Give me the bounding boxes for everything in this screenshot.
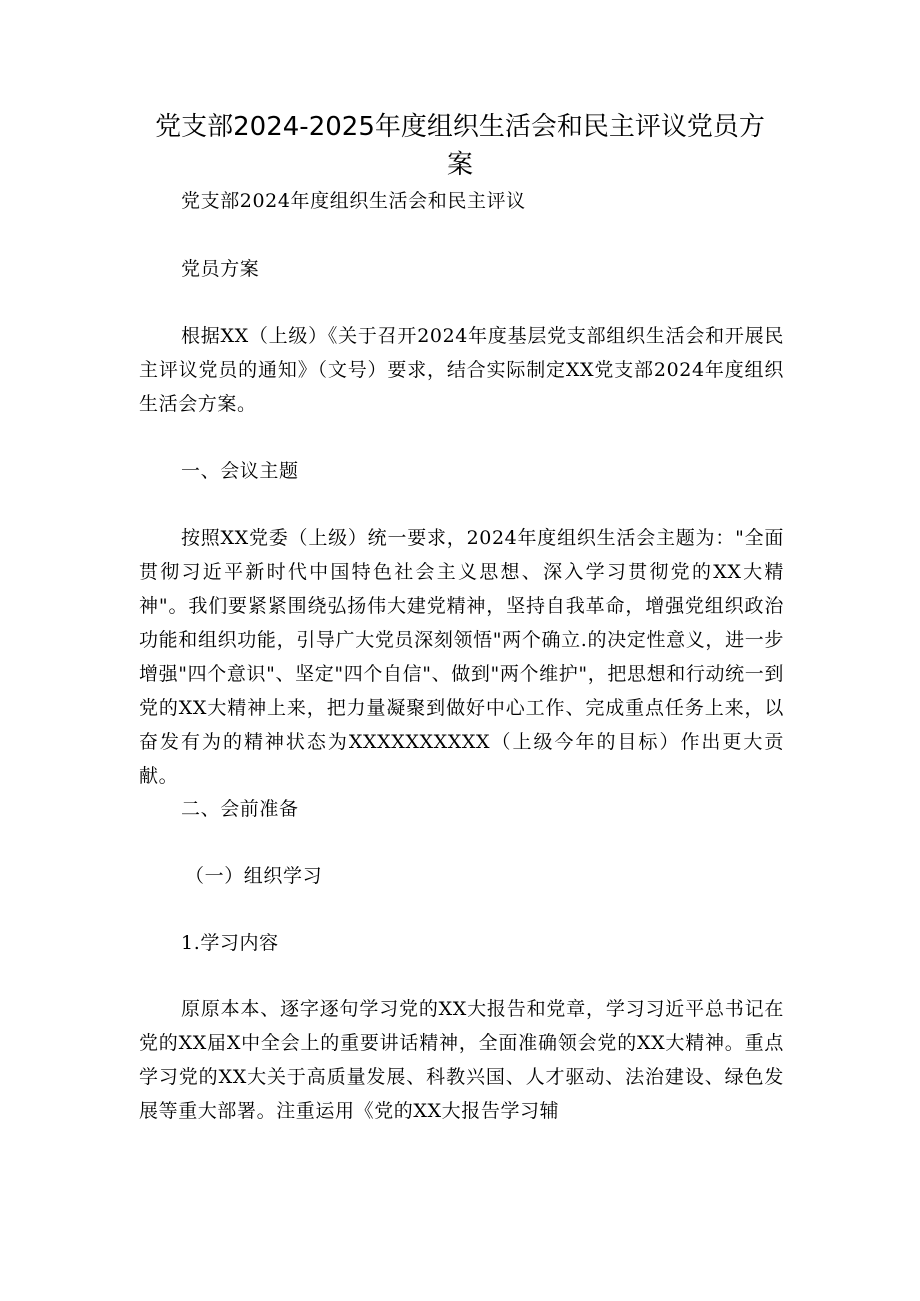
study-content-paragraph: 原原本本、逐字逐句学习党的XX大报告和党章，学习习近平总书记在党的XX届X中全会上的重要讲话精神，全面准确领会党的XX大精神。重点学习党的XX大关于高质量发展、科教兴国、人才驱动、法治建设、绿色发展等重大部署。注重运用《党的XX大报告学习辅 xyxy=(139,998,784,1122)
item-heading-study-content: 1.学习内容 xyxy=(181,932,279,954)
subsection-heading-study: （一）组织学习 xyxy=(185,865,323,887)
document-title: 党支部2024-2025年度组织生活会和民主评议党员方案 xyxy=(155,112,765,180)
section-heading-preparation: 二、会前准备 xyxy=(181,798,299,820)
intro-paragraph: 根据XX（上级）《关于召开2024年度基层党支部组织生活会和开展民主评议党员的通知》（文号）要求，结合实际制定XX党支部2024年度组织生活会方案。 xyxy=(139,325,784,415)
theme-paragraph: 按照XX党委（上级）统一要求，2024年度组织生活会主题为："全面贯彻习近平新时代中国特色社会主义思想、深入学习贯彻党的XX大精神"。我们要紧紧围绕弘扬伟大建党精神，坚持自我革命，增强党组织政治功能和组织功能，引导广大党员深刻领悟"两个确立.的决定性意义，进一步增强"四个意识"、坚定"四个自信"、做到"两个维护"，把思想和行动统一到党的XX大精神上来，把力量凝聚到做好中心工作、完成重点任务上来，以奋发有为的精神状态为XXXXXXXXXX（上级今年的目标）作出更大贡献。 xyxy=(139,527,784,787)
subtitle-line-2: 党员方案 xyxy=(181,258,260,280)
subtitle-line-1: 党支部2024年度组织生活会和民主评议 xyxy=(181,190,526,212)
section-heading-theme: 一、会议主题 xyxy=(181,460,299,482)
